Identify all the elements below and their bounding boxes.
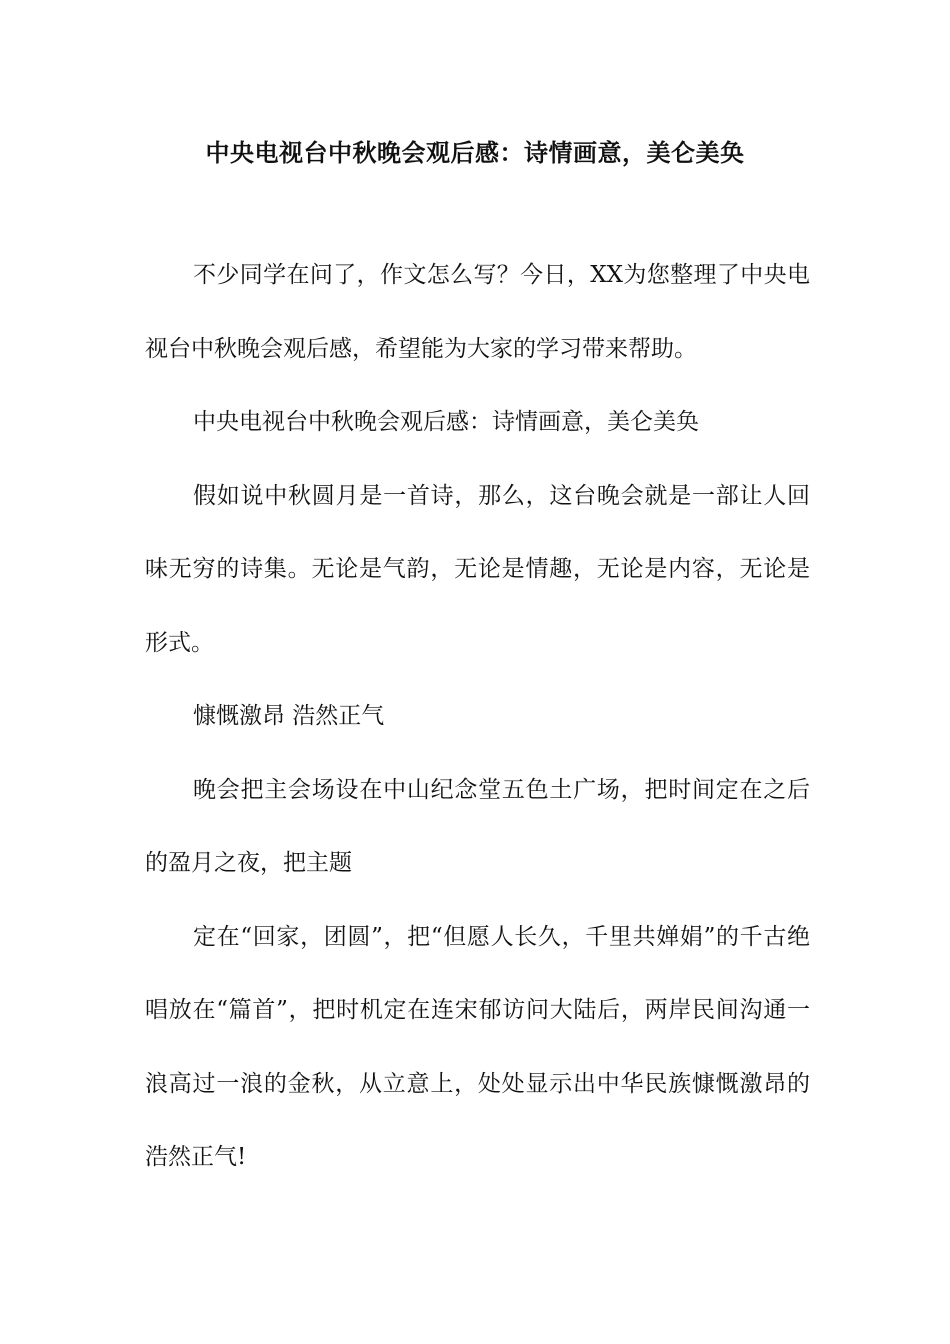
paragraph-theme: 定在“回家，团圆”，把“但愿人长久，千里共婵娟”的千古绝唱放在“篇首”，把时机定在连宋郁访问大陆后，两岸民间沟通一浪高过一浪的金秋，从立意上，处处显示出中华民族慷慨激昂的浩然正气!	[145, 923, 810, 1170]
document-body	[145, 239, 810, 1195]
paragraph-poem-metaphor: 假如说中秋圆月是一首诗，那么，这台晚会就是一部让人回味无穷的诗集。无论是气韵，无论是情趣，无论是内容，无论是形式。	[145, 482, 810, 656]
paragraph-subtitle: 中央电视台中秋晚会观后感：诗情画意，美仑美奂	[193, 409, 699, 435]
document-title: 中央电视台中秋晚会观后感：诗情画意，美仑美奂	[205, 138, 745, 167]
paragraph-venue: 晚会把主会场设在中山纪念堂五色土广场，把时间定在之后的盈月之夜，把主题	[145, 776, 810, 876]
paragraph-section-heading: 慷慨激昂 浩然正气	[193, 703, 385, 729]
paragraph-intro: 不少同学在问了，作文怎么写？今日，XX为您整理了中央电视台中秋晚会观后感，希望能为大家的学习带来帮助。	[145, 262, 810, 362]
